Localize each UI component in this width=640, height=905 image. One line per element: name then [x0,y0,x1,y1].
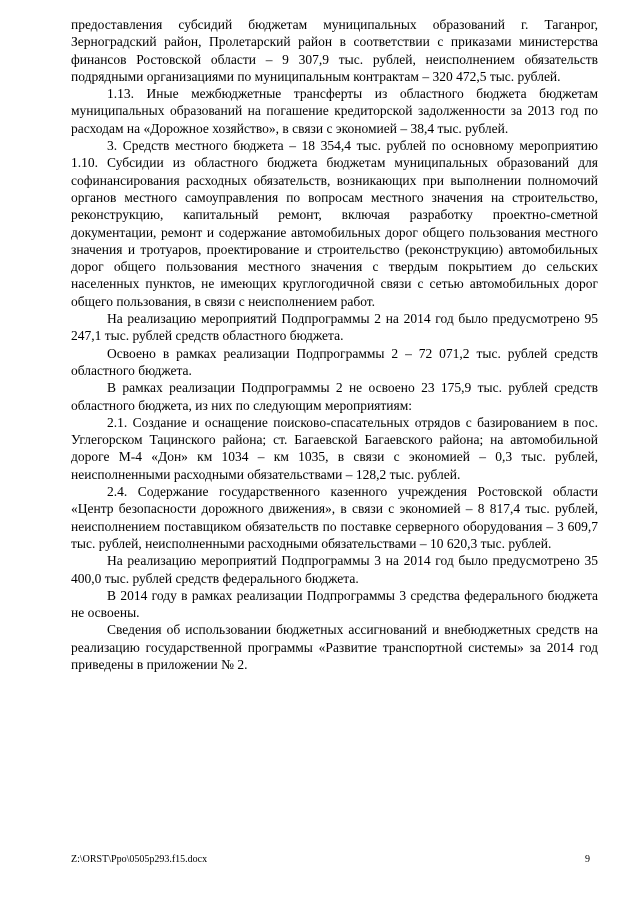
paragraph-appendix-reference: Сведения об использовании бюджетных ассигнований и внебюджетных средств на реализацию государственной программы «Развитие транспортной системы» за 2014 год приведены в приложении № 2. [71,622,598,672]
paragraph-subprogram-2-planned: На реализацию мероприятий Подпрограммы 2 на 2014 год было предусмотрено 95 247,1 тыс. рублей средств областного бюджета. [71,311,598,344]
paragraph-item-2-1: 2.1. Создание и оснащение поисково-спасательных отрядов с базированием в пос. Углегорском Тацинского района; ст. Багаевской Багаевского района; на автомобильной дороге М-4 «Дон» км 1034 – км 1035, в связи с экономией – 0,3 тыс. рублей, неисполненными расходными обязательствами – 128,2 тыс. рублей. [71,414,598,482]
page-number: 9 [585,854,590,865]
paragraph-local-budget: 3. Средств местного бюджета – 18 354,4 тыс. рублей по основному мероприятию 1.10. Субсидии из областного бюджета бюджетам муниципальных образований для софинансирования расходных обязательств, возникающих при выполнении полномочий органов местного самоуправления по вопросам местного значения на строительство, реконструкцию, капитальный ремонт, включая разработку проектно-сметной документации, ремонт и содержание автомобильных дорог общего пользования местного значения и тротуаров, проектирование и строительство (реконструкцию) автомобильных дорог общего пользования местного значения с твердым покрытием до сельских населенных пунктов, не имеющих круглогодичной связи с сетью автомобильных дорог общего пользования, в связи с неисполнением работ. [71,138,598,309]
paragraph-subprogram-3-unspent: В 2014 году в рамках реализации Подпрограммы 3 средства федерального бюджета не освоены. [71,587,598,621]
paragraph-subprogram-3-planned: На реализацию мероприятий Подпрограммы 3 на 2014 год было предусмотрено 35 400,0 тыс. рублей средств федерального бюджета. [71,553,598,586]
paragraph-continuation: предоставления субсидий бюджетам муниципальных образований г. Таганрог, Зерноградский район, Пролетарский район в соответствии с приказами министерства финансов Ростовской области – 9 307,9 тыс. рублей, неисполнением обязательств подрядными организациями по муниципальным контрактам – 320 472,5 тыс. рублей. [71,17,598,84]
paragraph-item-1-13: 1.13. Иные межбюджетные трансферты из областного бюджета бюджетам муниципальных образований на погашение кредиторской задолженности за 2013 год по расходам на «Дорожное хозяйство», в связи с экономией – 38,4 тыс. рублей. [71,86,598,136]
paragraph-item-2-4: 2.4. Содержание государственного казенного учреждения Ростовской области «Центр безопасности дорожного движения», в связи с экономией – 8 817,4 тыс. рублей, неисполнением поставщиком обязательств по поставке серверного оборудования – 3 609,7 тыс. рублей, неисполненными расходными обязательствами – 10 620,3 тыс. рублей. [71,484,598,551]
paragraph-subprogram-2-spent: Освоено в рамках реализации Подпрограммы 2 – 72 071,2 тыс. рублей средств областного бюджета. [71,345,598,378]
footer-file-path: Z:\ORST\Ppo\0505p293.f15.docx [71,854,208,865]
paragraph-subprogram-2-unspent: В рамках реализации Подпрограммы 2 не освоено 23 175,9 тыс. рублей средств областного бюджета, из них по следующим мероприятиям: [71,380,598,413]
document-body [71,16,598,673]
